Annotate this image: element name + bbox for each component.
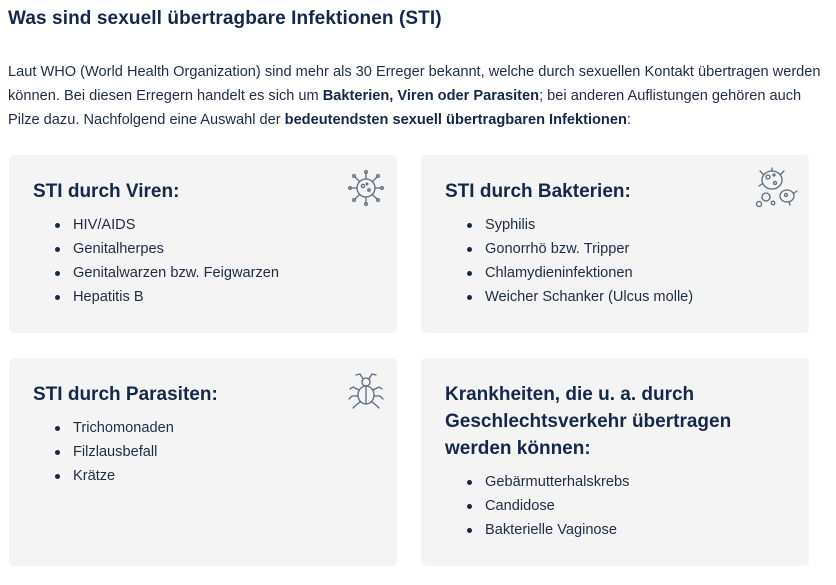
- parasite-icon: [347, 371, 385, 409]
- card-viren: [9, 155, 397, 333]
- list-item: Gonorrhö bzw. Tripper: [445, 237, 693, 261]
- card-krankheiten-title-line: Geschlechtsverkehr übertragen: [445, 411, 732, 432]
- card-viren-list: [33, 213, 279, 309]
- list-item: Candidose: [445, 494, 629, 518]
- list-item: HIV/AIDS: [33, 213, 279, 237]
- card-krankheiten-title: [445, 381, 731, 462]
- list-item: Genitalwarzen bzw. Feigwarzen: [33, 261, 279, 285]
- list-item: Syphilis: [445, 213, 693, 237]
- card-viren-title: STI durch Viren:: [33, 181, 180, 202]
- card-parasiten-list: [33, 416, 174, 488]
- list-item: Krätze: [33, 464, 174, 488]
- list-item: Hepatitis B: [33, 285, 279, 309]
- intro-text-3: :: [626, 112, 631, 128]
- card-krankheiten: [421, 358, 809, 566]
- card-krankheiten-title-line: werden können:: [445, 438, 591, 459]
- list-item: Genitalherpes: [33, 237, 279, 261]
- card-krankheiten-title-line: Krankheiten, die u. a. durch: [445, 384, 695, 405]
- page-heading: Was sind sexuell übertragbare Infektionen (STI): [8, 8, 442, 29]
- list-item: Trichomonaden: [33, 416, 174, 440]
- bacteria-icon: [755, 166, 799, 208]
- card-bakterien-title: STI durch Bakterien:: [445, 181, 631, 202]
- intro-paragraph: [8, 60, 823, 132]
- list-item: Filzlausbefall: [33, 440, 174, 464]
- card-parasiten-title: STI durch Parasiten:: [33, 384, 218, 405]
- card-krankheiten-list: [445, 470, 629, 542]
- intro-bold-pathogens: Bakterien, Viren oder Parasiten: [322, 88, 540, 104]
- intro-text-2: ; bei anderen Auflistungen gehören auch Pilze dazu. Nachfolgend eine Auswahl der: [8, 88, 802, 128]
- card-bakterien: [421, 155, 809, 333]
- list-item: Chlamydieninfektionen: [445, 261, 693, 285]
- card-bakterien-list: [445, 213, 693, 309]
- card-parasiten: [9, 358, 397, 566]
- list-item: Weicher Schanker (Ulcus molle): [445, 285, 693, 309]
- intro-bold-infections: bedeutendsten sexuell übertragbaren Infektionen: [284, 112, 627, 128]
- intro-text-1: Laut WHO (World Health Organization) sind mehr als 30 Erreger bekannt, welche durch sexuellen Kontakt übertragen werden können. Bei diesen Erregern handelt es sich um: [8, 64, 821, 104]
- virus-icon: [347, 169, 385, 207]
- list-item: Bakterielle Vaginose: [445, 518, 629, 542]
- list-item: Gebärmutterhalskrebs: [445, 470, 629, 494]
